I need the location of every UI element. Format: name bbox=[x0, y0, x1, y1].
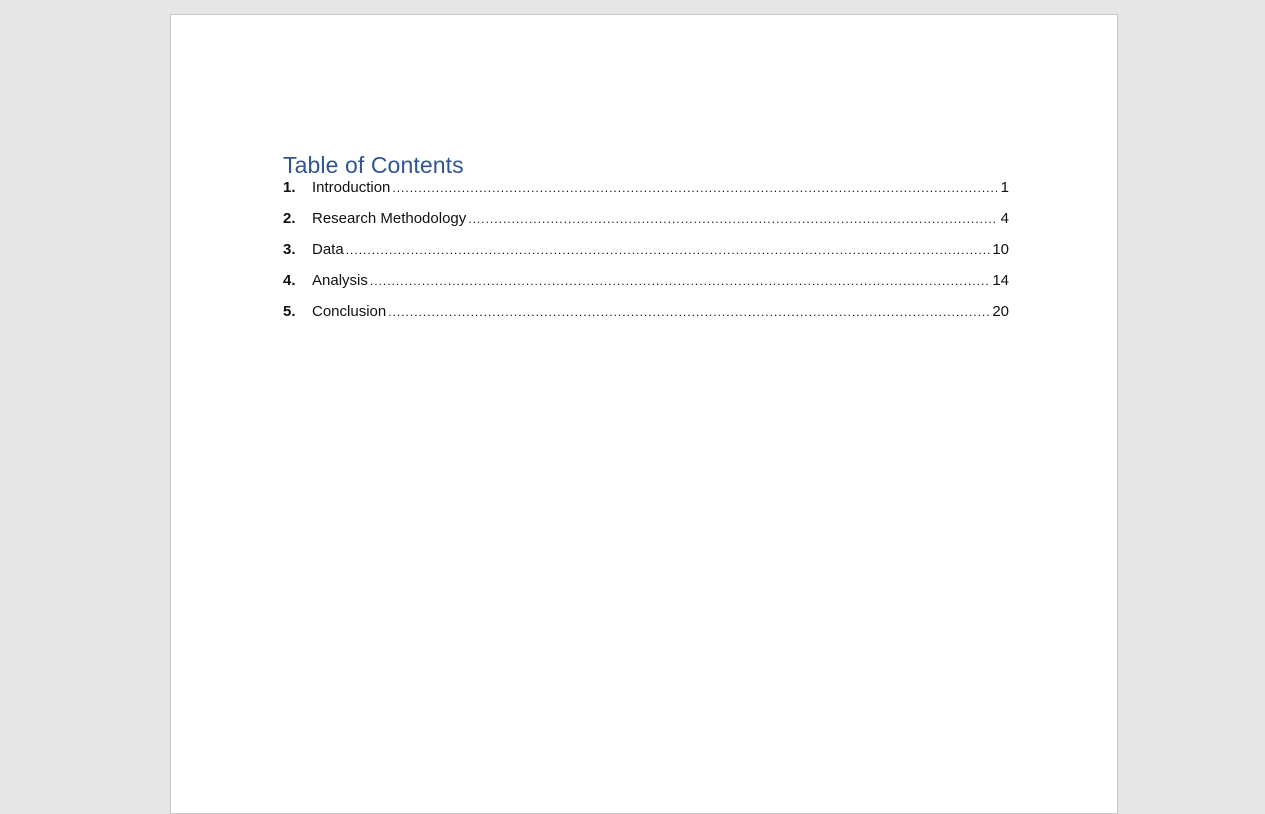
toc-entry-page: 14 bbox=[992, 272, 1009, 289]
toc-dot-leader bbox=[468, 208, 997, 230]
toc-entry-page: 1 bbox=[1000, 179, 1009, 196]
toc-entry-number: 1. bbox=[283, 179, 296, 196]
toc-entry-page: 10 bbox=[992, 241, 1009, 258]
toc-dot-leader bbox=[346, 239, 991, 261]
table-of-contents bbox=[283, 149, 1009, 332]
toc-entry-page: 20 bbox=[992, 303, 1009, 320]
toc-entry-research-methodology[interactable] bbox=[283, 208, 1009, 239]
toc-entry-data[interactable] bbox=[283, 239, 1009, 270]
toc-entry-number: 4. bbox=[283, 272, 296, 289]
toc-dot-leader bbox=[392, 177, 997, 199]
toc-entry-number: 3. bbox=[283, 241, 296, 258]
toc-entry-page: 4 bbox=[1000, 210, 1009, 227]
toc-dot-leader bbox=[370, 270, 990, 292]
toc-dot-leader bbox=[388, 301, 990, 323]
toc-list bbox=[283, 177, 1009, 332]
toc-entry-label: Data bbox=[312, 241, 344, 258]
toc-entry-label: Introduction bbox=[312, 179, 391, 196]
toc-entry-label: Conclusion bbox=[312, 303, 387, 320]
toc-title: Table of Contents bbox=[283, 152, 464, 178]
toc-entry-introduction[interactable] bbox=[283, 177, 1009, 208]
toc-entry-label: Analysis bbox=[312, 272, 368, 289]
toc-entry-number: 2. bbox=[283, 210, 296, 227]
document-page[interactable] bbox=[170, 14, 1118, 814]
toc-entry-analysis[interactable] bbox=[283, 270, 1009, 301]
toc-entry-label: Research Methodology bbox=[312, 210, 467, 227]
toc-entry-number: 5. bbox=[283, 303, 296, 320]
toc-entry-conclusion[interactable] bbox=[283, 301, 1009, 332]
